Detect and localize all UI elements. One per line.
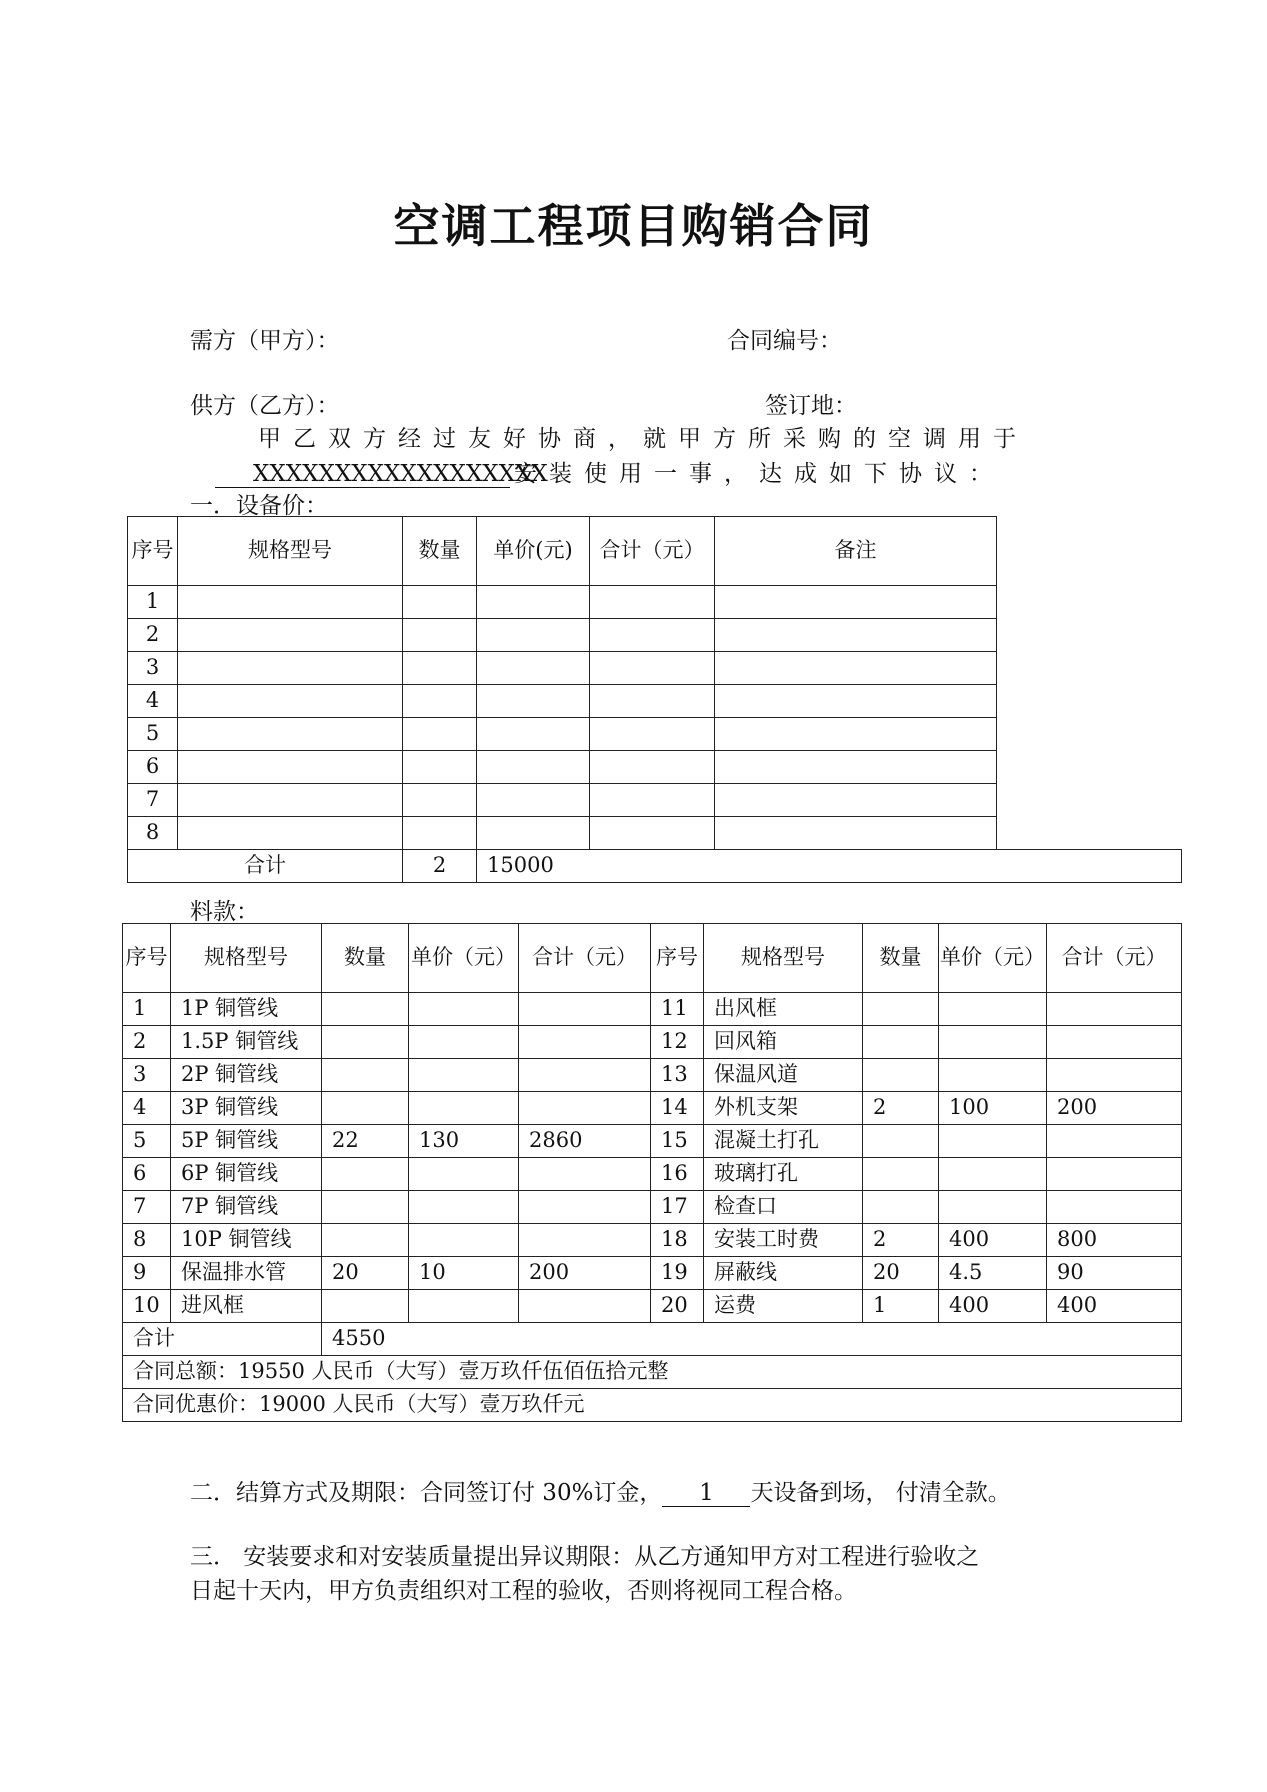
price-right [939,1026,1047,1059]
price-left: 10 [409,1257,519,1290]
table-row [123,1290,1182,1323]
section3-line-2: 日起十天内，甲方负责组织对工程的验收，否则将视同工程合格。 [190,1578,857,1604]
contract-no-label: 合同编号： [727,328,842,354]
header-no-left: 序号 [123,924,171,993]
spec-left: 1P 铜管线 [171,993,322,1026]
price-right: 100 [939,1092,1047,1125]
intro-blank: XXXXXXXXXXXXXXXXXX [215,461,510,488]
qty-left: 22 [322,1125,409,1158]
header-total: 合计（元） [590,517,715,586]
spec-left: 5P 铜管线 [171,1125,322,1158]
total-right [1047,1191,1182,1224]
sum-qty: 2 [403,850,477,883]
spec-right: 保温风道 [704,1059,863,1092]
row-no-left: 7 [123,1191,171,1224]
total-left [519,1158,651,1191]
total-left: 200 [519,1257,651,1290]
qty-right: 1 [863,1290,939,1323]
total-right: 90 [1047,1257,1182,1290]
header-price-right: 单价（元） [939,924,1047,993]
total-left [519,1191,651,1224]
qty-right [863,1191,939,1224]
spec-right: 混凝土打孔 [704,1125,863,1158]
spec-right: 检查口 [704,1191,863,1224]
row-no-right: 14 [651,1092,704,1125]
price-right: 4.5 [939,1257,1047,1290]
header-spec: 规格型号 [178,517,403,586]
total-left [519,1059,651,1092]
section2-after: 天设备到场， 付清全款。 [750,1480,1011,1506]
table-row [123,1059,1182,1092]
row-no-left: 1 [123,993,171,1026]
qty-right [863,1026,939,1059]
row-no-left: 2 [123,1026,171,1059]
qty-left [322,1092,409,1125]
row-no-right: 20 [651,1290,704,1323]
price-left [409,1158,519,1191]
header-qty-right: 数量 [863,924,939,993]
price-left [409,1026,519,1059]
total-right [1047,1059,1182,1092]
spec-left: 3P 铜管线 [171,1092,322,1125]
price-right [939,1059,1047,1092]
contract-total-row [123,1356,1182,1389]
header-remark: 备注 [715,517,997,586]
blank-side-area [997,517,1182,850]
header-qty: 数量 [403,517,477,586]
contract-discount: 合同优惠价：19000 人民币（大写）壹万玖仟元 [123,1389,1182,1422]
price-left [409,993,519,1026]
row-no: 5 [128,718,178,751]
equipment-header-row [128,517,1182,586]
spec-left: 1.5P 铜管线 [171,1026,322,1059]
qty-right [863,1158,939,1191]
qty-right [863,1125,939,1158]
row-no: 7 [128,784,178,817]
row-no: 2 [128,619,178,652]
qty-right: 2 [863,1092,939,1125]
materials-sum-value: 4550 [322,1323,1182,1356]
qty-left [322,1290,409,1323]
materials-header-row [123,924,1182,993]
intro-line-2-text: 安装使用一事，达成如下协议： [514,461,1004,487]
table-row [123,1026,1182,1059]
row-no-left: 5 [123,1125,171,1158]
total-right [1047,1026,1182,1059]
spec-right: 出风框 [704,993,863,1026]
spec-left: 7P 铜管线 [171,1191,322,1224]
materials-body [123,993,1182,1323]
header-total-right: 合计（元） [1047,924,1182,993]
row-no-right: 12 [651,1026,704,1059]
row-no-right: 11 [651,993,704,1026]
row-no-right: 16 [651,1158,704,1191]
row-no-left: 10 [123,1290,171,1323]
price-right [939,1158,1047,1191]
qty-left [322,1026,409,1059]
row-no-right: 15 [651,1125,704,1158]
section2-text [190,1474,1011,1507]
materials-sum-label: 合计 [123,1323,322,1356]
spec-left: 2P 铜管线 [171,1059,322,1092]
buyer-label: 需方（甲方）： [190,328,340,354]
row-no: 1 [128,586,178,619]
row-no-left: 4 [123,1092,171,1125]
spec-left: 10P 铜管线 [171,1224,322,1257]
spec-left: 进风框 [171,1290,322,1323]
row-no-left: 8 [123,1224,171,1257]
price-right [939,993,1047,1026]
row-no-left: 9 [123,1257,171,1290]
qty-right [863,993,939,1026]
sign-place-label: 签订地： [765,393,857,419]
spec-right: 安装工时费 [704,1224,863,1257]
table-row [123,1191,1182,1224]
qty-left [322,1224,409,1257]
qty-left [322,1059,409,1092]
row-no: 4 [128,685,178,718]
section2-days: 1 [662,1480,750,1507]
spec-right: 回风箱 [704,1026,863,1059]
price-left [409,1191,519,1224]
contract-discount-row [123,1389,1182,1422]
total-left [519,1224,651,1257]
table-row [123,1125,1182,1158]
table-row [123,1224,1182,1257]
equipment-sum-row [128,850,1182,883]
header-total-left: 合计（元） [519,924,651,993]
total-right [1047,993,1182,1026]
table-row [123,1092,1182,1125]
price-left [409,1224,519,1257]
total-right [1047,1125,1182,1158]
price-right [939,1191,1047,1224]
total-left: 2860 [519,1125,651,1158]
price-left [409,1290,519,1323]
total-left [519,1290,651,1323]
row-no: 3 [128,652,178,685]
total-left [519,1092,651,1125]
qty-left [322,993,409,1026]
table-row [123,993,1182,1026]
spec-left: 6P 铜管线 [171,1158,322,1191]
table-row [123,1257,1182,1290]
row-no-right: 13 [651,1059,704,1092]
spec-right: 屏蔽线 [704,1257,863,1290]
contract-total: 合同总额：19550 人民币（大写）壹万玖仟伍佰伍拾元整 [123,1356,1182,1389]
header-price: 单价(元) [477,517,590,586]
intro-line-1: 甲乙双方经过友好协商，就甲方所采购的空调用于 [258,426,1028,452]
header-qty-left: 数量 [322,924,409,993]
row-no: 8 [128,817,178,850]
total-right: 800 [1047,1224,1182,1257]
seller-label: 供方（乙方）： [190,393,340,419]
header-spec-right: 规格型号 [704,924,863,993]
price-left [409,1059,519,1092]
equipment-table [127,516,1182,883]
spec-right: 玻璃打孔 [704,1158,863,1191]
section1-heading: 一．设备价： [190,493,328,519]
qty-right: 20 [863,1257,939,1290]
qty-right: 2 [863,1224,939,1257]
header-spec-left: 规格型号 [171,924,322,993]
row-no-right: 19 [651,1257,704,1290]
price-right: 400 [939,1290,1047,1323]
sum-label: 合计 [128,850,403,883]
section2-before: 二．结算方式及期限：合同签订付 30%订金， [190,1480,663,1506]
qty-left [322,1191,409,1224]
qty-left: 20 [322,1257,409,1290]
header-no: 序号 [128,517,178,586]
materials-table [122,923,1182,1422]
total-right: 200 [1047,1092,1182,1125]
row-no-right: 17 [651,1191,704,1224]
header-price-left: 单价（元） [409,924,519,993]
header-no-right: 序号 [651,924,704,993]
total-left [519,993,651,1026]
sum-value: 15000 [477,850,1182,883]
total-left [519,1026,651,1059]
table-row [123,1158,1182,1191]
price-right: 400 [939,1224,1047,1257]
row-no-left: 3 [123,1059,171,1092]
spec-right: 外机支架 [704,1092,863,1125]
row-no-right: 18 [651,1224,704,1257]
intro-line-2 [215,455,1004,488]
price-right [939,1125,1047,1158]
row-no-left: 6 [123,1158,171,1191]
qty-left [322,1158,409,1191]
spec-left: 保温排水管 [171,1257,322,1290]
price-left: 130 [409,1125,519,1158]
materials-sum-row [123,1323,1182,1356]
section3-line-1: 三． 安装要求和对安装质量提出异议期限：从乙方通知甲方对工程进行验收之 [190,1544,980,1570]
spec-right: 运费 [704,1290,863,1323]
row-no: 6 [128,751,178,784]
total-right: 400 [1047,1290,1182,1323]
total-right [1047,1158,1182,1191]
materials-heading: 料款： [190,899,259,925]
qty-right [863,1059,939,1092]
contract-title: 空调工程项目购销合同 [393,199,874,253]
price-left [409,1092,519,1125]
